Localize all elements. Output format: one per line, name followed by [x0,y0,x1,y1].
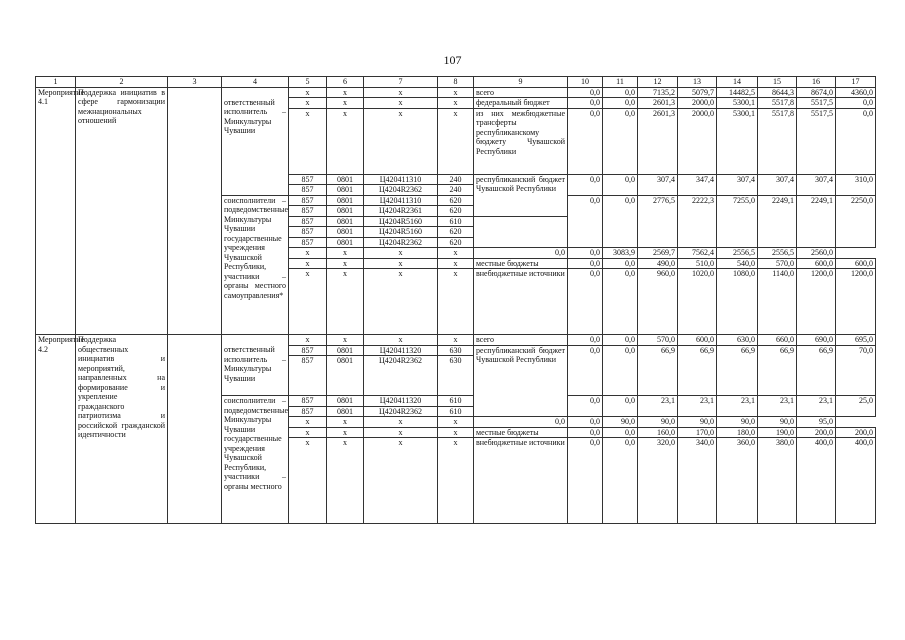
value-cell: 0,0 [603,108,638,174]
code-grbs: 857 [289,406,327,417]
value-cell: 23,1 [797,396,836,417]
value-cell: 0,0 [603,98,638,109]
value-cell: 170,0 [678,427,717,438]
value-cell: 960,0 [638,269,678,335]
code-grbs: 857 [289,356,327,396]
value-cell: 2249,1 [797,195,836,248]
value-cell: 0,0 [568,335,603,346]
value-cell: 5517,5 [797,108,836,174]
code-grbs: x [289,87,327,98]
value-cell: 340,0 [678,438,717,524]
code-expense-type: x [438,427,474,438]
header-cell: 8 [438,77,474,88]
value-cell: 66,9 [678,345,717,396]
value-cell: 0,0 [474,417,568,428]
value-cell: 695,0 [836,335,876,346]
code-target: x [364,335,438,346]
value-cell: 95,0 [797,417,836,428]
header-cell: 2 [76,77,168,88]
header-cell: 6 [327,77,364,88]
value-cell: 0,0 [603,396,638,417]
value-cell: 7135,2 [638,87,678,98]
code-expense-type: x [438,438,474,524]
value-cell: 90,0 [758,417,797,428]
code-expense-type: x [438,98,474,109]
value-cell: 2556,5 [717,248,758,259]
value-cell: 0,0 [568,195,603,248]
code-section: 0801 [327,356,364,396]
page-number: 107 [443,53,462,67]
code-grbs: 857 [289,396,327,407]
value-cell: 0,0 [603,258,638,269]
code-grbs: x [289,108,327,174]
header-row [36,77,876,88]
value-cell: 570,0 [638,335,678,346]
value-cell: 5517,8 [758,98,797,109]
value-cell: 310,0 [836,174,876,195]
code-grbs: 857 [289,227,327,238]
funding-source: из них межбюджетные трансферты республиканскому бюджету Чувашской Республики [474,108,568,174]
funding-source: внебюджетные источники [474,269,568,335]
code-expense-type: x [438,335,474,346]
value-cell: 70,0 [836,345,876,396]
code-target: Ц420411320 [364,396,438,407]
table-row [36,335,876,346]
code-section: x [327,108,364,174]
code-grbs: x [289,427,327,438]
code-grbs: x [289,417,327,428]
value-cell: 23,1 [717,396,758,417]
value-cell: 1200,0 [836,269,876,335]
code-target: x [364,248,438,259]
value-cell: 0,0 [603,345,638,396]
header-cell: 14 [717,77,758,88]
responsible-executor: ответственный исполнитель – Минкультуры Чувашии [222,98,289,196]
budget-table [35,76,876,524]
value-cell: 5517,8 [758,108,797,174]
value-cell: 66,9 [797,345,836,396]
measure-col3 [168,335,222,524]
header-cell: 5 [289,77,327,88]
value-cell: 2776,5 [638,195,678,248]
code-section: 0801 [327,396,364,407]
value-cell: 490,0 [638,258,678,269]
value-cell: 14482,5 [717,87,758,98]
value-cell: 180,0 [717,427,758,438]
code-expense-type: 240 [438,174,474,185]
value-cell: 0,0 [568,417,603,428]
value-cell: 2556,5 [758,248,797,259]
value-cell: 0,0 [568,108,603,174]
value-cell: 90,0 [717,417,758,428]
value-cell: 0,0 [603,335,638,346]
code-expense-type: 630 [438,356,474,396]
value-cell: 360,0 [717,438,758,524]
value-cell: 400,0 [836,438,876,524]
funding-source-blank [474,216,568,248]
header-cell: 10 [568,77,603,88]
value-cell: 90,0 [638,417,678,428]
value-cell: 200,0 [836,427,876,438]
code-target: Ц420411310 [364,174,438,185]
value-cell: 2560,0 [797,248,836,259]
value-cell: 0,0 [568,427,603,438]
measure-name: Поддержка инициатив в сфере гармонизации межнациональных отношений [76,87,168,335]
value-cell: 630,0 [717,335,758,346]
co-executors: соисполнители – подведомственные Минкультуры Чувашии государственные учреждения Чувашской Республики, участники – органы местного [222,396,289,524]
code-grbs: 857 [289,216,327,227]
value-cell: 0,0 [568,269,603,335]
code-target: x [364,108,438,174]
code-target: Ц4204R2362 [364,406,438,417]
value-cell: 23,1 [638,396,678,417]
funding-source: внебюджетные источники [474,438,568,524]
value-cell: 0,0 [568,248,603,259]
co-executors: соисполнители – подведомственные Минкультуры Чувашии государственные учреждения Чувашской Республики, участники – органы местного самоуправления* [222,195,289,335]
code-target: Ц4204R2362 [364,185,438,196]
code-target: x [364,269,438,335]
code-section: x [327,258,364,269]
code-target: x [364,87,438,98]
code-section: 0801 [327,195,364,206]
code-target: x [364,258,438,269]
value-cell: 347,4 [678,174,717,195]
code-grbs: x [289,438,327,524]
code-expense-type: 620 [438,227,474,238]
code-grbs: 857 [289,206,327,217]
value-cell: 0,0 [568,174,603,195]
value-cell: 7255,0 [717,195,758,248]
header-cell: 1 [36,77,76,88]
value-cell: 160,0 [638,427,678,438]
value-cell: 90,0 [603,417,638,428]
table-row [36,87,876,98]
header-cell: 12 [638,77,678,88]
header-cell: 17 [836,77,876,88]
value-cell: 2000,0 [678,98,717,109]
code-expense-type: x [438,108,474,174]
value-cell: 0,0 [836,108,876,174]
value-cell: 400,0 [797,438,836,524]
code-target: x [364,98,438,109]
code-target: Ц420411320 [364,345,438,356]
value-cell: 1200,0 [797,269,836,335]
header-cell: 4 [222,77,289,88]
value-cell: 2249,1 [758,195,797,248]
value-cell: 2601,3 [638,98,678,109]
code-grbs: 857 [289,185,327,196]
value-cell: 320,0 [638,438,678,524]
code-grbs: 857 [289,174,327,185]
funding-source: всего [474,335,568,346]
value-cell: 90,0 [678,417,717,428]
executor-blank [222,335,289,346]
code-expense-type: x [438,269,474,335]
code-section: x [327,98,364,109]
value-cell: 8644,3 [758,87,797,98]
code-expense-type: 620 [438,195,474,206]
code-section: 0801 [327,406,364,417]
code-grbs: 857 [289,237,327,248]
code-target: x [364,427,438,438]
value-cell: 5300,1 [717,98,758,109]
code-expense-type: 620 [438,206,474,217]
value-cell: 5517,5 [797,98,836,109]
code-grbs: x [289,258,327,269]
funding-source: республиканский бюджет Чувашской Республики [474,345,568,417]
value-cell: 0,0 [603,174,638,195]
responsible-executor: ответственный исполнитель – Минкультуры Чувашии [222,345,289,396]
value-cell: 8674,0 [797,87,836,98]
value-cell: 5300,1 [717,108,758,174]
value-cell: 3083,9 [603,248,638,259]
code-target: Ц4204R5160 [364,216,438,227]
header-cell: 9 [474,77,568,88]
code-grbs: 857 [289,345,327,356]
code-target: Ц4204R2361 [364,206,438,217]
funding-source: всего [474,87,568,98]
code-section: 0801 [327,185,364,196]
code-expense-type: x [438,417,474,428]
funding-source: местные бюджеты [474,427,568,438]
value-cell: 0,0 [568,98,603,109]
measure-number: Мероприятие 4.1 [36,87,76,335]
value-cell: 0,0 [568,345,603,396]
value-cell: 2000,0 [678,108,717,174]
value-cell: 2569,7 [638,248,678,259]
value-cell: 23,1 [758,396,797,417]
value-cell: 380,0 [758,438,797,524]
value-cell: 0,0 [603,269,638,335]
code-target: Ц420411310 [364,195,438,206]
value-cell: 0,0 [603,87,638,98]
value-cell: 690,0 [797,335,836,346]
code-expense-type: 610 [438,396,474,407]
code-section: 0801 [327,227,364,238]
value-cell: 600,0 [678,335,717,346]
value-cell: 0,0 [474,248,568,259]
value-cell: 190,0 [758,427,797,438]
code-expense-type: 630 [438,345,474,356]
value-cell: 1140,0 [758,269,797,335]
value-cell: 307,4 [717,174,758,195]
value-cell: 66,9 [717,345,758,396]
value-cell: 1080,0 [717,269,758,335]
header-cell: 7 [364,77,438,88]
value-cell: 570,0 [758,258,797,269]
value-cell: 600,0 [836,258,876,269]
code-expense-type: 240 [438,185,474,196]
value-cell: 25,0 [836,396,876,417]
code-section: 0801 [327,206,364,217]
value-cell: 2222,3 [678,195,717,248]
code-grbs: x [289,98,327,109]
code-target: Ц4204R5160 [364,227,438,238]
value-cell: 66,9 [758,345,797,396]
code-target: x [364,438,438,524]
value-cell: 200,0 [797,427,836,438]
value-cell: 0,0 [568,258,603,269]
value-cell: 2250,0 [836,195,876,248]
executor-blank [222,87,289,98]
code-grbs: x [289,269,327,335]
value-cell: 5079,7 [678,87,717,98]
code-expense-type: 620 [438,237,474,248]
code-expense-type: x [438,258,474,269]
code-expense-type: 610 [438,216,474,227]
measure-col3 [168,87,222,335]
value-cell: 307,4 [638,174,678,195]
value-cell: 1020,0 [678,269,717,335]
funding-source: местные бюджеты [474,258,568,269]
code-grbs: x [289,248,327,259]
code-section: x [327,335,364,346]
funding-source: республиканский бюджет Чувашской Республики [474,174,568,216]
code-section: 0801 [327,237,364,248]
value-cell: 660,0 [758,335,797,346]
header-cell: 3 [168,77,222,88]
code-section: 0801 [327,174,364,185]
value-cell: 0,0 [568,396,603,417]
code-grbs: x [289,335,327,346]
value-cell: 0,0 [603,195,638,248]
header-cell: 11 [603,77,638,88]
code-target: Ц4204R2362 [364,237,438,248]
value-cell: 4360,0 [836,87,876,98]
value-cell: 307,4 [797,174,836,195]
header-cell: 13 [678,77,717,88]
code-section: 0801 [327,345,364,356]
code-section: x [327,87,364,98]
measure-name: Поддержка общественных инициатив и мероприятий, направленных на формирование и укрепление гражданского патриотизма и российской гражданской идентичности [76,335,168,524]
value-cell: 307,4 [758,174,797,195]
code-target: x [364,417,438,428]
value-cell: 0,0 [568,87,603,98]
code-expense-type: x [438,87,474,98]
code-target: Ц4204R2362 [364,356,438,396]
value-cell: 7562,4 [678,248,717,259]
header-cell: 16 [797,77,836,88]
code-grbs: 857 [289,195,327,206]
value-cell: 2601,3 [638,108,678,174]
value-cell: 0,0 [603,438,638,524]
value-cell: 600,0 [797,258,836,269]
value-cell: 0,0 [836,98,876,109]
code-section: 0801 [327,216,364,227]
code-section: x [327,417,364,428]
code-expense-type: 610 [438,406,474,417]
value-cell: 23,1 [678,396,717,417]
code-section: x [327,438,364,524]
value-cell: 540,0 [717,258,758,269]
code-section: x [327,248,364,259]
value-cell: 510,0 [678,258,717,269]
code-section: x [327,269,364,335]
code-section: x [327,427,364,438]
funding-source: федеральный бюджет [474,98,568,109]
value-cell: 0,0 [603,427,638,438]
measure-number: Мероприятие 4.2 [36,335,76,524]
header-cell: 15 [758,77,797,88]
code-expense-type: x [438,248,474,259]
value-cell: 0,0 [568,438,603,524]
value-cell: 66,9 [638,345,678,396]
